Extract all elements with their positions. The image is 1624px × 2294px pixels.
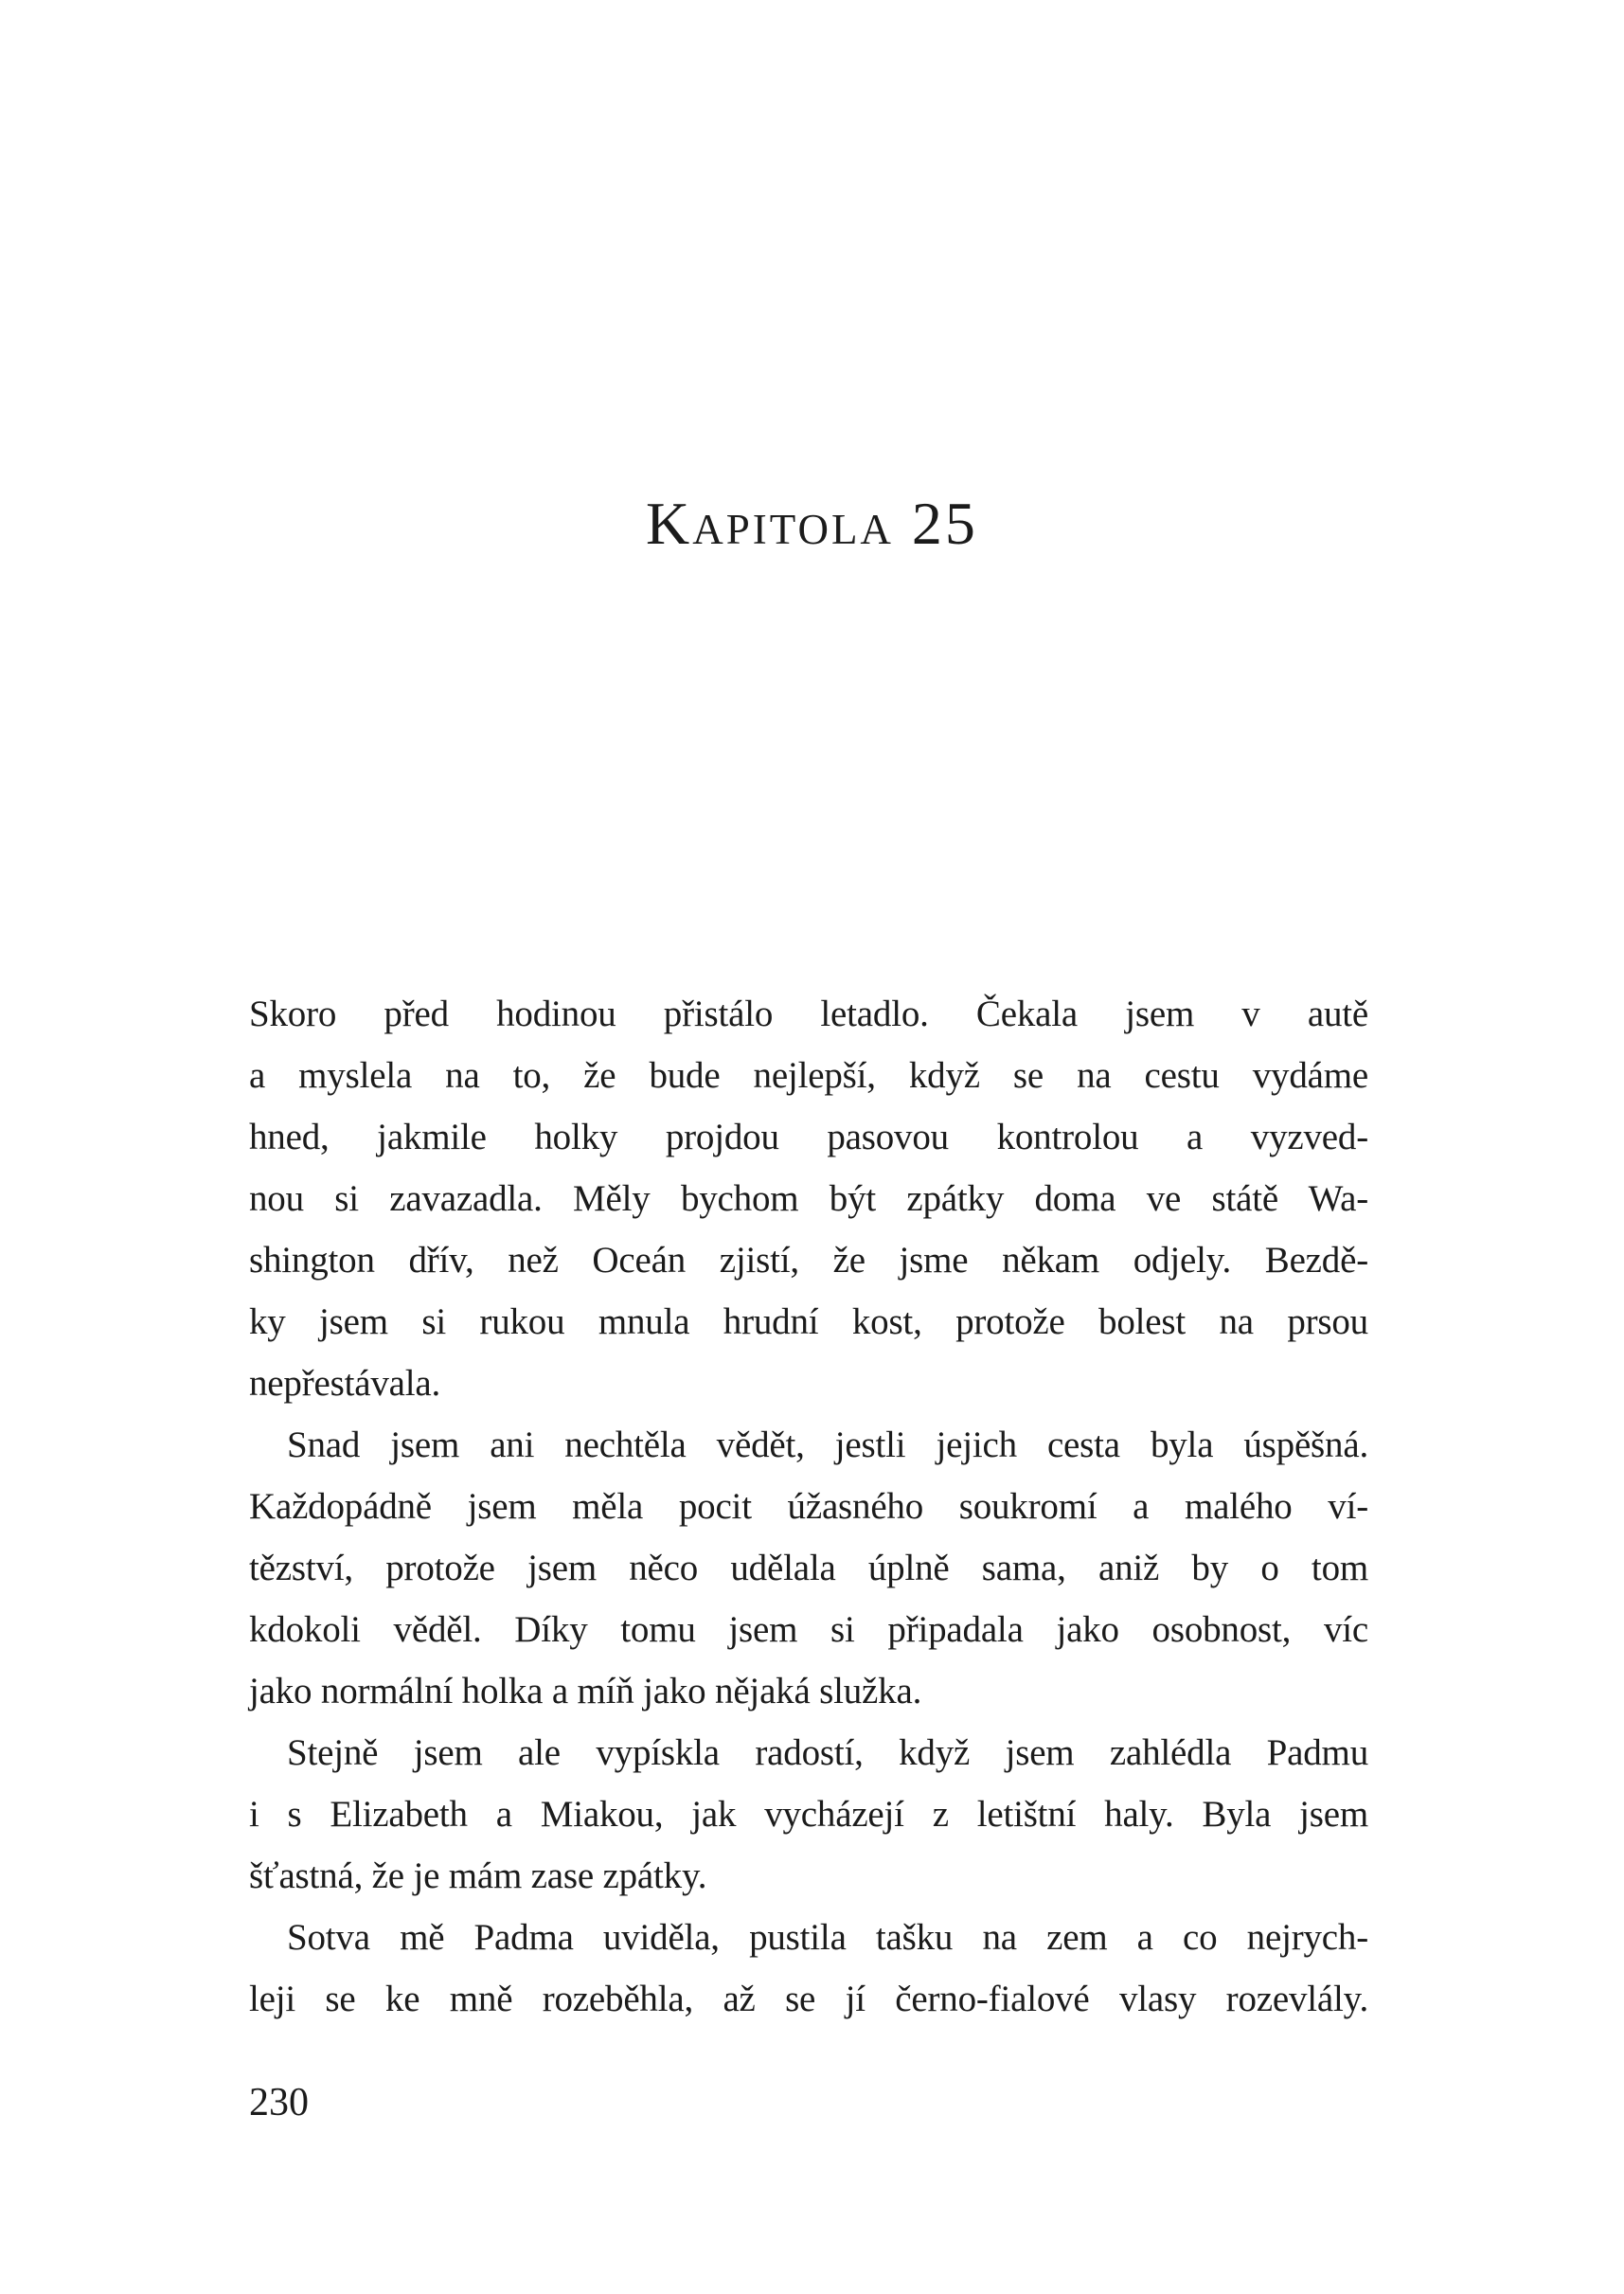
text-line: nou si zavazadla. Měly bychom být zpátky doma ve státě Wa- (249, 1178, 1368, 1219)
text-line: Každopádně jsem měla pocit úžasného soukromí a malého ví- (249, 1486, 1368, 1527)
text-line: Stejně jsem ale vypískla radostí, když jsem zahlédla Padmu (287, 1732, 1368, 1773)
chapter-heading: Kapitola 25 (646, 490, 978, 557)
body-text-block (249, 983, 1368, 2030)
text-line: tězství, protože jsem něco udělala úplně sama, aniž by o tom (249, 1548, 1368, 1588)
text-line: šťastná, že je mám zase zpátky. (249, 1855, 707, 1896)
text-line: hned, jakmile holky projdou pasovou kontrolou a vyzved- (249, 1117, 1368, 1157)
text-line: nepřestávala. (249, 1363, 441, 1404)
page-number: 230 (249, 2081, 309, 2124)
paragraph (249, 1414, 1368, 1722)
text-line: leji se ke mně rozeběhla, až se jí černo-fialové vlasy rozevlály. (249, 1979, 1368, 2019)
text-line: i s Elizabeth a Miakou, jak vycházejí z letištní haly. Byla jsem (249, 1794, 1368, 1835)
text-line: Sotva mě Padma uviděla, pustila tašku na zem a co nejrych- (287, 1917, 1368, 1958)
text-line: Snad jsem ani nechtěla vědět, jestli jejich cesta byla úspěšná. (287, 1425, 1368, 1465)
text-line: Skoro před hodinou přistálo letadlo. Čekala jsem v autě (249, 994, 1368, 1034)
paragraph (249, 1722, 1368, 1907)
text-line: kdokoli věděl. Díky tomu jsem si připadala jako osobnost, víc (249, 1609, 1368, 1650)
text-line: ky jsem si rukou mnula hrudní kost, protože bolest na prsou (249, 1301, 1368, 1342)
text-line: a myslela na to, že bude nejlepší, když se na cestu vydáme (249, 1055, 1368, 1096)
paragraph (249, 983, 1368, 1414)
paragraph (249, 1907, 1368, 2030)
text-line: shington dřív, než Oceán zjistí, že jsme někam odjely. Bezdě- (249, 1240, 1368, 1281)
text-line: jako normální holka a míň jako nějaká služka. (249, 1671, 922, 1712)
